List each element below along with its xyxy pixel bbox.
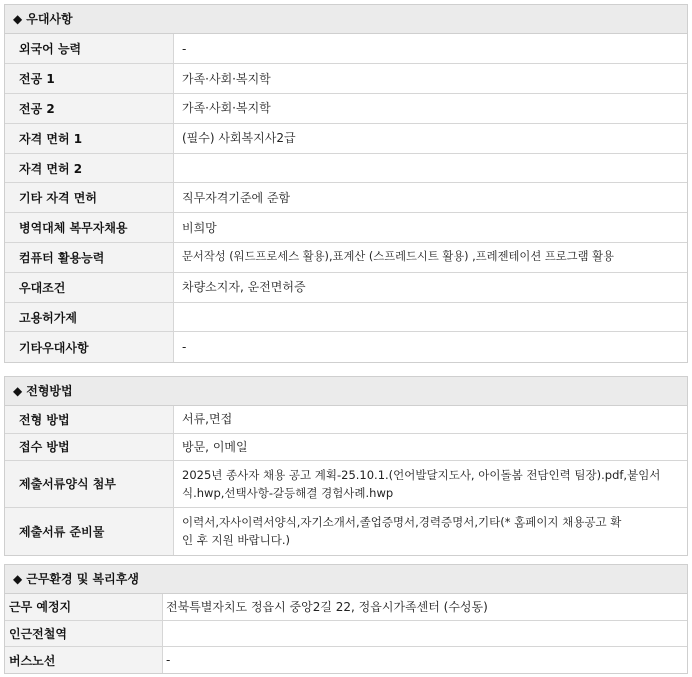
table-row bbox=[5, 433, 687, 460]
diamond-bullet-icon: ◆ bbox=[13, 572, 23, 586]
row-value: 서류,면접 bbox=[182, 412, 233, 427]
table-row bbox=[5, 272, 687, 302]
selection-section bbox=[4, 376, 688, 556]
selection-title: 전형방법 bbox=[26, 384, 73, 398]
workplace-title: 근무환경 및 복리후생 bbox=[26, 572, 139, 586]
row-label: 자격 면허 2 bbox=[5, 153, 174, 183]
preferences-section bbox=[4, 4, 688, 363]
table-row bbox=[5, 183, 687, 213]
diamond-bullet-icon: ◆ bbox=[13, 12, 23, 26]
table-row bbox=[5, 64, 687, 94]
preferences-table bbox=[5, 34, 687, 362]
table-row bbox=[5, 94, 687, 124]
row-value: 2025년 종사자 채용 공고 계획-25.10.1.(언어발달지도사, 아이돌봄 전담인력 팀장).pdf,붙임서식.hwp,선택사항-갈등해결 경험사례.hwp bbox=[174, 460, 688, 507]
row-value: - bbox=[174, 332, 688, 362]
table-row bbox=[5, 406, 687, 433]
row-label: 기타 자격 면허 bbox=[5, 183, 174, 213]
row-label: 전공 2 bbox=[5, 94, 174, 124]
row-label: 기타우대사항 bbox=[5, 332, 174, 362]
row-value: 비희망 bbox=[174, 213, 688, 243]
diamond-bullet-icon: ◆ bbox=[13, 384, 23, 398]
row-value: 방문, 이메일 bbox=[174, 433, 688, 460]
row-label: 제출서류양식 첨부 bbox=[5, 460, 174, 507]
row-label: 자격 면허 1 bbox=[5, 123, 174, 153]
table-row bbox=[5, 594, 687, 620]
preferences-header bbox=[5, 5, 687, 34]
row-label: 전형 방법 bbox=[5, 406, 174, 433]
workplace-header bbox=[5, 565, 687, 594]
row-label: 우대조건 bbox=[5, 272, 174, 302]
row-value bbox=[174, 302, 688, 332]
row-value: 문서작성 (워드프로세스 활용),표계산 (스프레드시트 활용) ,프레젠테이션 프로그램 활용 bbox=[174, 243, 688, 273]
selection-table bbox=[5, 406, 687, 555]
row-label: 병역대체 복무자채용 bbox=[5, 213, 174, 243]
row-label: 인근전철역 bbox=[5, 620, 163, 646]
table-row bbox=[5, 302, 687, 332]
row-value: 차량소지자, 운전면허증 bbox=[174, 272, 688, 302]
workplace-table bbox=[5, 594, 687, 673]
row-value: (필수) 사회복지사2급 bbox=[174, 123, 688, 153]
preferences-title: 우대사항 bbox=[26, 12, 73, 26]
row-value: 가족·사회·복지학 bbox=[174, 94, 688, 124]
row-label: 컴퓨터 활용능력 bbox=[5, 243, 174, 273]
selection-header bbox=[5, 377, 687, 406]
row-value: - bbox=[182, 41, 187, 56]
table-row bbox=[5, 123, 687, 153]
workplace-section bbox=[4, 564, 688, 674]
table-row bbox=[5, 243, 687, 273]
row-value: 직무자격기준에 준함 bbox=[174, 183, 688, 213]
row-value: 가족·사회·복지학 bbox=[174, 64, 688, 94]
row-label: 버스노선 bbox=[5, 647, 163, 673]
row-label: 고용허가제 bbox=[5, 302, 174, 332]
table-row bbox=[5, 647, 687, 673]
table-row bbox=[5, 620, 687, 646]
table-row bbox=[5, 34, 687, 64]
table-row bbox=[5, 153, 687, 183]
row-value: - bbox=[163, 647, 688, 673]
row-label: 접수 방법 bbox=[5, 433, 174, 460]
row-value bbox=[174, 153, 688, 183]
row-label: 제출서류 준비물 bbox=[5, 507, 174, 555]
row-label: 전공 1 bbox=[5, 64, 174, 94]
table-row bbox=[5, 332, 687, 362]
row-label: 근무 예정지 bbox=[5, 594, 163, 620]
row-value: 전북특별자치도 정읍시 중앙2길 22, 정읍시가족센터 (수성동) bbox=[166, 599, 488, 614]
table-row bbox=[5, 213, 687, 243]
row-label: 외국어 능력 bbox=[5, 34, 174, 64]
table-row bbox=[5, 460, 687, 507]
row-value bbox=[163, 620, 688, 646]
table-row bbox=[5, 507, 687, 555]
row-value: 이력서,자사이력서양식,자기소개서,졸업증명서,경력증명서,기타(* 홈페이지 채용공고 확인 후 지원 바랍니다.) bbox=[174, 507, 688, 555]
